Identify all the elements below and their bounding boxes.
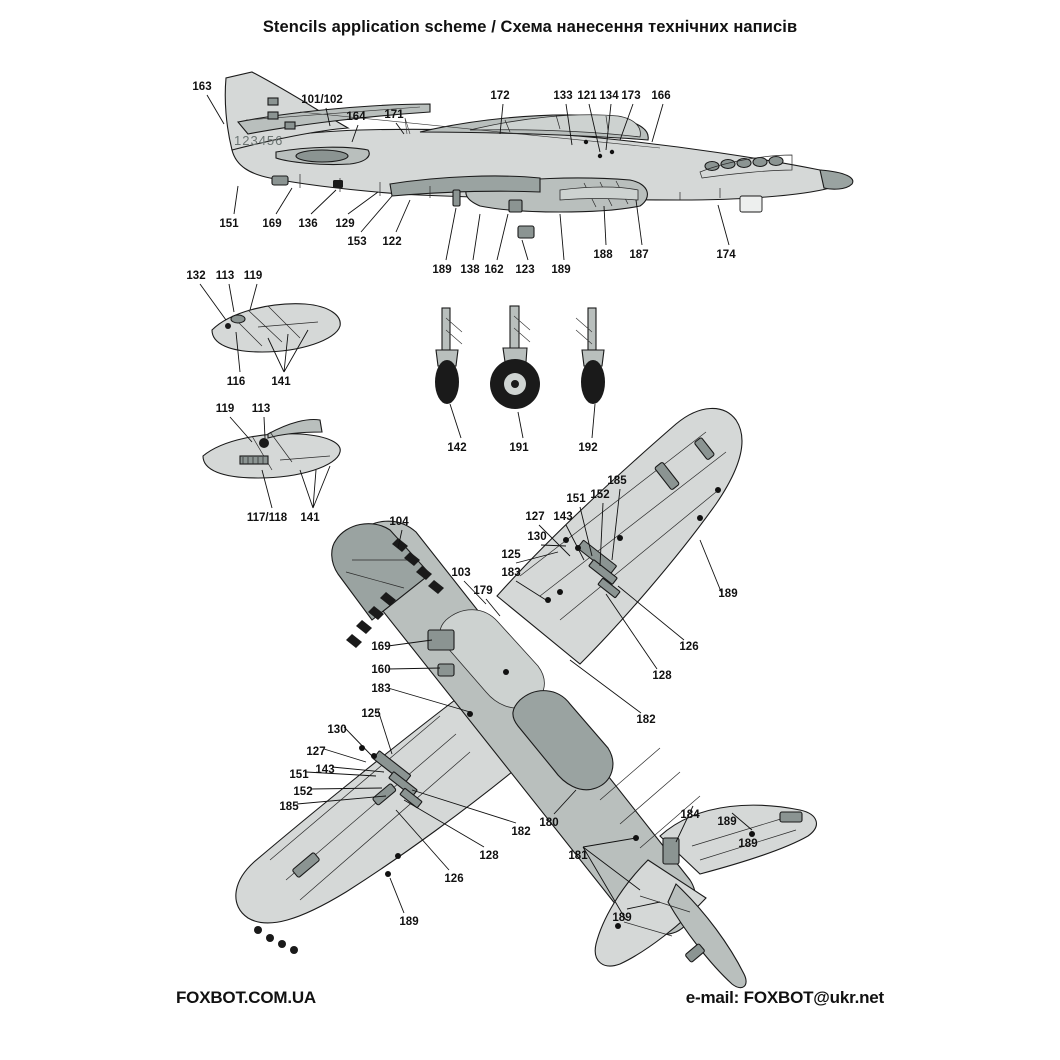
callout-151: 151 [219, 218, 239, 230]
callout-171: 171 [384, 109, 404, 121]
callout-182-a: 182 [636, 714, 656, 726]
callout-191: 191 [509, 442, 529, 454]
callout-189-g: 189 [738, 838, 758, 850]
landing-gear-details [435, 306, 605, 438]
callout-125-a: 125 [501, 549, 521, 561]
callout-192: 192 [578, 442, 598, 454]
callout-130-b: 130 [327, 724, 347, 736]
callout-182-b: 182 [511, 826, 531, 838]
callout-132: 132 [186, 270, 206, 282]
callout-121: 121 [577, 90, 597, 102]
callout-174: 174 [716, 249, 736, 261]
callout-126-b: 126 [444, 873, 464, 885]
callout-128-a: 128 [652, 670, 672, 682]
page-title: Stencils application scheme / Схема нанесення технічних написів [262, 18, 798, 36]
fin-serial: 123456 [234, 133, 284, 148]
callout-184: 184 [680, 809, 700, 821]
callout-189-f: 189 [612, 912, 632, 924]
callout-185-a: 185 [607, 475, 627, 487]
callout-142: 142 [447, 442, 467, 454]
callout-169-b: 169 [371, 641, 391, 653]
callout-183-b: 183 [371, 683, 391, 695]
callout-189-a: 189 [432, 264, 452, 276]
callout-134: 134 [599, 90, 619, 102]
callout-160: 160 [371, 664, 391, 676]
callout-129: 129 [335, 218, 355, 230]
callout-101-102: 101/102 [301, 94, 343, 106]
callout-103: 103 [451, 567, 471, 579]
callout-183-a: 183 [501, 567, 521, 579]
callout-180: 180 [539, 817, 559, 829]
callout-189-e: 189 [717, 816, 737, 828]
callout-141-a: 141 [271, 376, 291, 388]
callout-127-a: 127 [525, 511, 545, 523]
callout-122: 122 [382, 236, 402, 248]
callout-152-b: 152 [293, 786, 313, 798]
callout-173: 173 [621, 90, 641, 102]
callout-143-b: 143 [315, 764, 335, 776]
callout-153: 153 [347, 236, 367, 248]
callout-127-b: 127 [306, 746, 326, 758]
callout-189-c: 189 [718, 588, 738, 600]
callout-119-a: 119 [243, 270, 263, 282]
callout-151-b: 151 [566, 493, 586, 505]
callout-189-b: 189 [551, 264, 571, 276]
callout-128-b: 128 [479, 850, 499, 862]
callout-169: 169 [262, 218, 282, 230]
callout-185-b: 185 [279, 801, 299, 813]
callout-138: 138 [460, 264, 480, 276]
callout-130-a: 130 [527, 531, 547, 543]
callout-123: 123 [515, 264, 535, 276]
callout-187: 187 [629, 249, 649, 261]
callout-181: 181 [568, 850, 588, 862]
callout-172: 172 [490, 90, 510, 102]
callout-164: 164 [346, 111, 366, 123]
callout-162: 162 [484, 264, 504, 276]
callout-163: 163 [192, 81, 212, 93]
wingtip-upper-view [212, 304, 340, 352]
callout-116: 116 [226, 376, 246, 388]
callout-143-a: 143 [553, 511, 573, 523]
callout-166: 166 [651, 90, 671, 102]
footer-website[interactable]: FOXBOT.COM.UA [176, 988, 317, 1007]
callout-117-118: 117/118 [246, 512, 288, 524]
callout-189-d: 189 [399, 916, 419, 928]
wingtip-lower-view [203, 420, 340, 478]
callout-104: 104 [389, 516, 409, 528]
callout-113-b: 113 [251, 403, 271, 415]
callout-151-c: 151 [289, 769, 309, 781]
footer-email[interactable]: e-mail: FOXBOT@ukr.net [685, 988, 884, 1007]
callout-133: 133 [553, 90, 573, 102]
callout-125-b: 125 [361, 708, 381, 720]
callout-136: 136 [298, 218, 318, 230]
callout-119-b: 119 [215, 403, 235, 415]
callout-141-b: 141 [300, 512, 320, 524]
plan-view [236, 408, 817, 987]
callout-188: 188 [593, 249, 613, 261]
callout-113-a: 113 [215, 270, 235, 282]
callout-152-a: 152 [590, 489, 610, 501]
callout-179: 179 [473, 585, 493, 597]
callout-126-a: 126 [679, 641, 699, 653]
